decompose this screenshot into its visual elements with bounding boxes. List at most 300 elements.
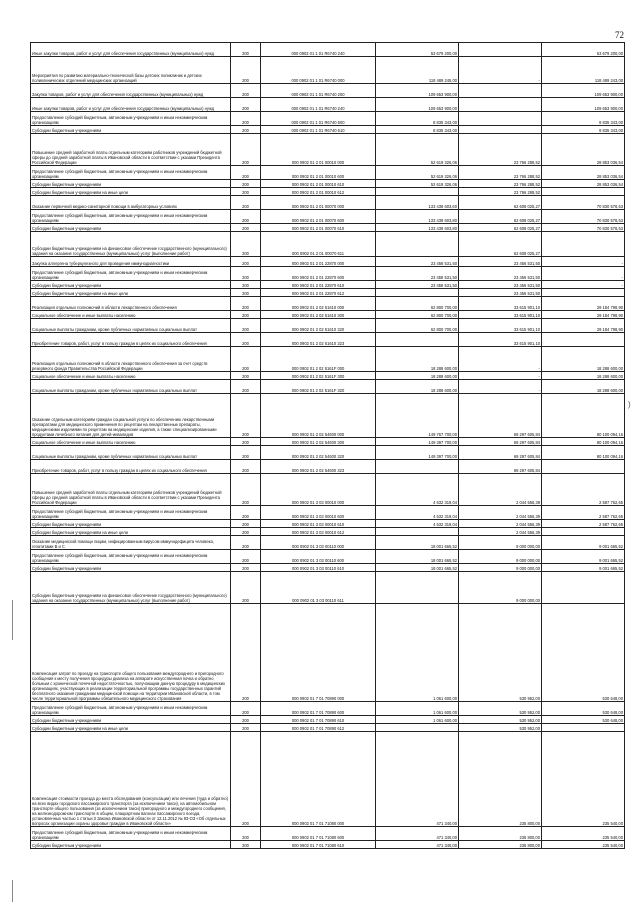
row-approved-amount: 1 061 600,00 [376, 702, 459, 716]
row-approved-amount: 109 653 900,00 [376, 84, 459, 98]
row-executed-amount: 2 044 556,39 [459, 528, 542, 536]
row-executed-amount: 62 608 025,27 [459, 196, 542, 210]
row-approved-amount: 109 653 900,00 [376, 98, 459, 112]
row-remaining-amount: 70 830 578,53 [542, 210, 625, 224]
row-description: Оказание отдельным категориям граждан социальной услуги по обеспечению лекарственными препаратами для медицинского применения по рецептам на лекарственные препараты, медицинскими изделиями по рецептам на медицинские изделия, а также специализированными продуктами лечебного питания для детей-инвалидов [31, 394, 231, 438]
row-executed-amount [459, 43, 542, 57]
row-budget-code: 000 0902 01 3 03 00010 600 [261, 506, 376, 520]
row-executed-amount: 235 800,00 [459, 732, 542, 827]
row-approved-amount: 18 001 665,52 [376, 536, 459, 550]
row-approved-amount: 53 679 200,00 [376, 43, 459, 57]
row-description: Предоставление субсидий бюджетным, автономным учреждениям и иным некоммерческим организациям [31, 166, 231, 180]
row-line-code: 200 [231, 126, 261, 134]
scan-margin-line [12, 600, 13, 640]
row-line-code: 200 [231, 297, 261, 311]
row-remaining-amount: 29 184 798,90 [542, 297, 625, 311]
budget-execution-table [30, 42, 625, 849]
row-executed-amount: 23 456 531,50 [459, 289, 542, 297]
table-row [31, 188, 625, 196]
table-row [31, 372, 625, 380]
row-remaining-amount: 70 830 578,53 [542, 196, 625, 210]
table-row [31, 716, 625, 724]
row-line-code: 200 [231, 196, 261, 210]
table-row [31, 474, 625, 506]
row-executed-amount: - [459, 347, 542, 372]
row-remaining-amount [542, 572, 625, 604]
table-row [31, 528, 625, 536]
row-approved-amount: 18 288 600,00 [376, 372, 459, 380]
row-description: Субсидии бюджетным учреждениям [31, 564, 231, 572]
table-row [31, 166, 625, 180]
row-description: Приобретение товаров, работ, услуг в пользу граждан в целях их социального обеспечения [31, 333, 231, 347]
row-remaining-amount: 235 540,00 [542, 827, 625, 841]
row-approved-amount: 149 397 700,00 [376, 438, 459, 446]
row-approved-amount [376, 188, 459, 196]
table-row [31, 827, 625, 841]
table-row [31, 134, 625, 166]
row-approved-amount: 18 288 600,00 [376, 380, 459, 394]
row-description: Социальные выплаты гражданам, кроме публичных нормативных социальных выплат [31, 380, 231, 394]
row-remaining-amount [542, 333, 625, 347]
row-description: Мероприятия по развитию материально-технической базы детских поликлиник и детских поликлинических отделений медицинских организаций [31, 57, 231, 84]
row-executed-amount: 530 952,00 [459, 716, 542, 724]
row-approved-amount: 23 458 531,50 [376, 281, 459, 289]
table-row [31, 732, 625, 827]
table-row [31, 702, 625, 716]
row-description: Предоставление субсидий бюджетным, автономным учреждениям и иным некоммерческим организациям [31, 267, 231, 281]
row-remaining-amount [542, 232, 625, 257]
row-remaining-amount: 118 489 243,00 [542, 57, 625, 84]
row-approved-amount [376, 333, 459, 347]
row-remaining-amount: 28 853 036,54 [542, 180, 625, 188]
row-description: Иные закупки товаров, работ и услуг для обеспечения государственных (муниципальных) нужд [31, 98, 231, 112]
row-executed-amount [459, 112, 542, 126]
row-budget-code: 000 0902 01 2 01 00070 600 [261, 210, 376, 224]
row-executed-amount: 9 000 000,00 [459, 572, 542, 604]
row-approved-amount: 133 438 603,80 [376, 210, 459, 224]
row-executed-amount: 33 615 901,10 [459, 297, 542, 311]
row-budget-code: 000 0902 01 3 03 00110 610 [261, 564, 376, 572]
row-budget-code: 000 0902 01 2 02 5161F 300 [261, 372, 376, 380]
row-line-code: 200 [231, 446, 261, 460]
table-row [31, 394, 625, 438]
row-approved-amount: 62 800 700,00 [376, 319, 459, 333]
row-approved-amount [376, 528, 459, 536]
row-executed-amount: 23 456 531,50 [459, 267, 542, 281]
row-approved-amount: 52 619 326,06 [376, 134, 459, 166]
row-remaining-amount: 70 830 578,53 [542, 224, 625, 232]
row-line-code: 200 [231, 232, 261, 257]
row-executed-amount: 530 952,00 [459, 604, 542, 702]
row-description: Оказание медицинской помощи лицам, инфицированным вирусом иммунодефицита человека, гепатитами В и С [31, 536, 231, 550]
row-remaining-amount: 18 288 600,00 [542, 380, 625, 394]
table-row [31, 460, 625, 474]
row-remaining-amount: - [542, 281, 625, 289]
row-description: Повышение средней заработной платы отдельным категориям работников учреждений бюджетной сферы до средней заработной платы в Ивановской области в соответствии с указами Президента Российской Федерации [31, 474, 231, 506]
row-approved-amount: 62 800 700,00 [376, 297, 459, 311]
row-remaining-amount [542, 188, 625, 196]
row-executed-amount: 69 297 605,84 [459, 438, 542, 446]
row-budget-code: 000 0902 01 2 01 22870 000 [261, 257, 376, 267]
row-remaining-amount: 53 679 200,00 [542, 43, 625, 57]
row-budget-code: 000 0902 01 7 01 70890 000 [261, 604, 376, 702]
row-description: Компенсация стоимости проезда до места обследования (консультации) или лечения (туда и обратно) на всех видах городского пассажирского транспорта (за исключением такси), на автомобильном транспорте общего пользования (за исключением такси) пригородного и междугороднего сообщения, на железнодорожном транспорте в общем, плацкартном вагонах пассажирского поезда, установленных частью 1 статьи 3 Закона Ивановской области от 12.11.2012 № 93-ОЗ «Об отдельных вопросах организации охраны здоровья граждан в Ивановской области» [31, 732, 231, 827]
row-executed-amount: - [459, 57, 542, 84]
row-line-code: 200 [231, 380, 261, 394]
row-line-code: 200 [231, 604, 261, 702]
row-executed-amount [459, 98, 542, 112]
row-approved-amount: 62 800 700,00 [376, 311, 459, 319]
row-line-code: 200 [231, 43, 261, 57]
table-row [31, 257, 625, 267]
row-line-code: 200 [231, 564, 261, 572]
row-line-code: 200 [231, 319, 261, 333]
row-executed-amount: 23 766 288,52 [459, 188, 542, 196]
row-remaining-amount: 28 853 036,54 [542, 134, 625, 166]
row-remaining-amount: 235 540,00 [542, 732, 625, 827]
row-executed-amount: - [459, 380, 542, 394]
row-budget-code: 000 0902 01 7 01 70890 612 [261, 724, 376, 732]
row-approved-amount: 1 061 600,00 [376, 716, 459, 724]
row-line-code: 200 [231, 716, 261, 724]
row-description: Повышение средней заработной платы отдельным категориям работников учреждений бюджетной сферы до средней заработной платы в Ивановской области в соответствии с указами Президента Российской Федерации [31, 134, 231, 166]
table-row [31, 98, 625, 112]
row-budget-code: 000 0902 01 7 01 71080 600 [261, 827, 376, 841]
row-approved-amount: 149 767 700,00 [376, 394, 459, 438]
row-line-code: 200 [231, 57, 261, 84]
table-row [31, 289, 625, 297]
row-budget-code: 000 0902 01 7 01 70890 610 [261, 716, 376, 724]
row-remaining-amount: 9 001 665,52 [542, 536, 625, 550]
row-line-code: 200 [231, 112, 261, 126]
table-row [31, 210, 625, 224]
row-line-code: 200 [231, 188, 261, 196]
row-remaining-amount [542, 460, 625, 474]
row-budget-code: 000 0902 01 3 03 00110 611 [261, 572, 376, 604]
table-row [31, 112, 625, 126]
row-description: Субсидии бюджетным учреждениям на финансовое обеспечение государственного (муниципального) задания на оказание государственных (муниципальных) услуг (выполнение работ) [31, 232, 231, 257]
row-executed-amount [459, 84, 542, 98]
row-budget-code: 000 0902 01 3 03 00010 000 [261, 474, 376, 506]
table-row [31, 311, 625, 319]
row-budget-code: 000 0902 01 1 01 R6740 000 [261, 57, 376, 84]
row-line-code: 200 [231, 84, 261, 98]
row-description: Субсидии бюджетным учреждениям [31, 281, 231, 289]
table-row [31, 604, 625, 702]
row-executed-amount: 235 800,00 [459, 841, 542, 849]
row-approved-amount: 118 489 245,00 [376, 57, 459, 84]
row-budget-code: 000 0902 01 2 02 51610 300 [261, 311, 376, 319]
row-remaining-amount: 80 100 094,16 [542, 446, 625, 460]
row-description: Компенсация затрат по проезду на транспорте общего пользования междугороднего и пригородного сообщения к месту получения процедуры диализа на аппарате искусственная почка и обратно больным с хронической почечной недостаточностью, получающим данную процедуру в медицинских организациях, участвующих в реализации территориальной программы государственных гарантий бесплатного оказания гражданам медицинской помощи на территории Ивановской области, в том числе территориальной программы обязательного медицинского страхования [31, 604, 231, 702]
row-executed-amount: 23 456 531,50 [459, 281, 542, 289]
table-row [31, 438, 625, 446]
row-executed-amount: 23 456 531,50 [459, 257, 542, 267]
row-budget-code: 000 0902 01 2 01 00070 611 [261, 232, 376, 257]
row-budget-code: 000 0902 01 7 01 71080 000 [261, 732, 376, 827]
row-line-code: 200 [231, 536, 261, 550]
row-line-code: 200 [231, 394, 261, 438]
row-budget-code: 000 0902 01 2 02 51610 000 [261, 297, 376, 311]
row-approved-amount: 4 632 319,04 [376, 506, 459, 520]
table-row [31, 232, 625, 257]
row-description: Субсидии бюджетным учреждениям [31, 126, 231, 134]
row-approved-amount: 471 340,00 [376, 827, 459, 841]
row-executed-amount: 33 615 901,10 [459, 319, 542, 333]
row-description: Социальное обеспечение и иные выплаты населению [31, 311, 231, 319]
row-line-code: 200 [231, 827, 261, 841]
row-approved-amount: 8 835 343,00 [376, 112, 459, 126]
row-approved-amount: 52 619 326,06 [376, 166, 459, 180]
row-description: Предоставление субсидий бюджетным, автономным учреждениям и иным некоммерческим организациям [31, 210, 231, 224]
row-remaining-amount: 29 184 798,90 [542, 311, 625, 319]
row-budget-code: 000 0902 01 1 01 R6740 240 [261, 98, 376, 112]
row-approved-amount: 133 438 603,80 [376, 224, 459, 232]
row-line-code: 200 [231, 166, 261, 180]
row-budget-code: 000 0902 01 2 02 5161F 000 [261, 347, 376, 372]
row-budget-code: 000 0902 01 2 01 22870 610 [261, 281, 376, 289]
table-row [31, 57, 625, 84]
row-line-code: 200 [231, 210, 261, 224]
table-row [31, 297, 625, 311]
row-remaining-amount: 8 835 343,00 [542, 126, 625, 134]
row-description: Субсидии бюджетным учреждениям [31, 180, 231, 188]
row-remaining-amount: 29 184 798,90 [542, 319, 625, 333]
row-line-code: 200 [231, 474, 261, 506]
table-row [31, 550, 625, 564]
row-remaining-amount: 80 100 094,16 [542, 438, 625, 446]
row-budget-code: 000 0902 01 1 01 R6740 240 [261, 43, 376, 57]
row-budget-code: 000 0902 01 2 01 00010 600 [261, 166, 376, 180]
row-line-code: 200 [231, 224, 261, 232]
row-description: Приобретение товаров, работ, услуг в пользу граждан в целях их социального обеспечения [31, 460, 231, 474]
row-approved-amount: 18 001 665,52 [376, 550, 459, 564]
row-remaining-amount: 109 653 900,00 [542, 84, 625, 98]
row-description: Оказание первичной медико-санитарной помощи в амбулаторных условиях [31, 196, 231, 210]
row-description: Субсидии бюджетным учреждениям на финансовое обеспечение государственного (муниципального) задания на оказание государственных (муниципальных) услуг (выполнение работ) [31, 572, 231, 604]
row-line-code: 200 [231, 257, 261, 267]
row-approved-amount: 4 632 319,04 [376, 520, 459, 528]
row-executed-amount: 530 952,00 [459, 702, 542, 716]
row-executed-amount: 62 608 025,27 [459, 210, 542, 224]
row-line-code: 200 [231, 732, 261, 827]
row-approved-amount: 4 632 319,04 [376, 474, 459, 506]
row-approved-amount: 471 340,00 [376, 732, 459, 827]
row-budget-code: 000 0902 01 7 01 71080 610 [261, 841, 376, 849]
row-budget-code: 000 0902 01 7 01 70890 600 [261, 702, 376, 716]
row-description: Предоставление субсидий бюджетным, автономным учреждениям и иным некоммерческим организациям [31, 112, 231, 126]
row-budget-code: 000 0902 01 2 01 22870 600 [261, 267, 376, 281]
row-remaining-amount: - [542, 267, 625, 281]
table-row [31, 267, 625, 281]
row-line-code: 200 [231, 347, 261, 372]
row-line-code: 200 [231, 460, 261, 474]
row-description: Субсидии бюджетным учреждениям на иные цели [31, 724, 231, 732]
row-budget-code: 000 0902 01 2 01 22870 612 [261, 289, 376, 297]
row-budget-code: 000 0902 01 2 01 00070 610 [261, 224, 376, 232]
table-row [31, 506, 625, 520]
row-approved-amount [376, 460, 459, 474]
table-row [31, 380, 625, 394]
row-description: Субсидии бюджетным учреждениям на иные цели [31, 188, 231, 196]
table-row [31, 446, 625, 460]
row-approved-amount: 133 438 603,60 [376, 196, 459, 210]
row-budget-code: 000 0902 01 1 01 R6740 600 [261, 112, 376, 126]
row-description: Субсидии бюджетным учреждениям [31, 224, 231, 232]
row-executed-amount: 33 615 901,10 [459, 333, 542, 347]
row-description: Субсидии бюджетным учреждениям [31, 841, 231, 849]
row-executed-amount: 9 000 000,00 [459, 536, 542, 550]
scan-artifact: ) [628, 400, 631, 409]
row-approved-amount [376, 289, 459, 297]
row-line-code: 200 [231, 134, 261, 166]
table-row [31, 43, 625, 57]
row-budget-code: 000 0902 01 2 01 00070 000 [261, 196, 376, 210]
row-remaining-amount: 2 587 762,65 [542, 520, 625, 528]
row-description: Предоставление субсидий бюджетным, автономным учреждениям и иным некоммерческим организациям [31, 702, 231, 716]
row-budget-code: 000 0902 01 3 03 00010 612 [261, 528, 376, 536]
row-remaining-amount: 80 100 094,16 [542, 394, 625, 438]
row-executed-amount: 23 766 288,52 [459, 180, 542, 188]
row-executed-amount: 9 000 000,00 [459, 550, 542, 564]
row-line-code: 200 [231, 528, 261, 536]
row-approved-amount: 23 458 531,50 [376, 257, 459, 267]
row-budget-code: 000 0902 01 2 02 5161F 320 [261, 380, 376, 394]
row-remaining-amount: 9 001 665,52 [542, 564, 625, 572]
row-budget-code: 000 0902 01 2 01 00010 610 [261, 180, 376, 188]
row-remaining-amount [542, 289, 625, 297]
row-remaining-amount: 18 288 600,00 [542, 372, 625, 380]
row-executed-amount: 2 044 556,39 [459, 520, 542, 528]
row-description: Закупка аллергена туберкулезного для проведения иммунодиагностики [31, 257, 231, 267]
row-description: Социальное обеспечение и иные выплаты населению [31, 438, 231, 446]
row-approved-amount: 23 458 531,50 [376, 267, 459, 281]
row-remaining-amount: 530 648,00 [542, 702, 625, 716]
table-row [31, 180, 625, 188]
row-description: Субсидии бюджетным учреждениям [31, 520, 231, 528]
row-line-code: 200 [231, 438, 261, 446]
row-line-code: 200 [231, 98, 261, 112]
table-row [31, 841, 625, 849]
row-line-code: 200 [231, 520, 261, 528]
page-number: 72 [615, 30, 624, 40]
row-executed-amount: 2 044 556,39 [459, 474, 542, 506]
row-budget-code: 000 0902 01 1 01 R6740 200 [261, 84, 376, 98]
row-budget-code: 000 0902 01 2 02 54600 300 [261, 438, 376, 446]
row-line-code: 200 [231, 702, 261, 716]
row-approved-amount: 18 001 665,52 [376, 564, 459, 572]
row-approved-amount: 149 397 700,00 [376, 446, 459, 460]
row-budget-code: 000 0902 01 3 03 00110 000 [261, 536, 376, 550]
table-row [31, 536, 625, 550]
row-executed-amount: 69 297 605,84 [459, 446, 542, 460]
row-remaining-amount: 530 648,00 [542, 604, 625, 702]
table-row [31, 347, 625, 372]
table-row [31, 564, 625, 572]
row-executed-amount: 23 766 288,52 [459, 134, 542, 166]
row-approved-amount: 471 340,00 [376, 841, 459, 849]
row-budget-code: 000 0902 01 2 02 51610 323 [261, 333, 376, 347]
row-remaining-amount: 8 835 343,00 [542, 112, 625, 126]
row-executed-amount: 62 608 025,27 [459, 232, 542, 257]
row-line-code: 200 [231, 267, 261, 281]
row-budget-code: 000 0902 01 2 02 54600 323 [261, 460, 376, 474]
row-description: Субсидии бюджетным учреждениям на иные цели [31, 289, 231, 297]
row-executed-amount: 235 800,00 [459, 827, 542, 841]
row-description: Субсидии бюджетным учреждениям на иные цели [31, 528, 231, 536]
row-executed-amount: 69 297 605,84 [459, 460, 542, 474]
row-approved-amount: 1 061 600,00 [376, 604, 459, 702]
row-description: Предоставление субсидий бюджетным, автономным учреждениям и иным некоммерческим организациям [31, 506, 231, 520]
row-approved-amount [376, 572, 459, 604]
scan-margin-line [12, 880, 13, 902]
row-remaining-amount: 2 587 762,65 [542, 506, 625, 520]
row-remaining-amount [542, 528, 625, 536]
row-approved-amount [376, 232, 459, 257]
row-remaining-amount [542, 724, 625, 732]
table-row [31, 572, 625, 604]
row-executed-amount: 33 615 901,10 [459, 311, 542, 319]
row-line-code: 200 [231, 311, 261, 319]
row-budget-code: 000 0902 01 2 02 54600 000 [261, 394, 376, 438]
row-remaining-amount: 235 540,00 [542, 841, 625, 849]
row-budget-code: 000 0902 01 3 03 00110 600 [261, 550, 376, 564]
row-executed-amount: 2 044 556,39 [459, 506, 542, 520]
row-line-code: 200 [231, 289, 261, 297]
row-budget-code: 000 0902 01 3 03 00010 610 [261, 520, 376, 528]
row-description: Субсидии бюджетным учреждениям [31, 716, 231, 724]
row-executed-amount: 23 766 288,52 [459, 166, 542, 180]
table-row [31, 196, 625, 210]
row-description: Реализация отдельных полномочий в области лекарственного обеспечения [31, 297, 231, 311]
row-description: Предоставление субсидий бюджетным, автономным учреждениям и иным некоммерческим организациям [31, 827, 231, 841]
row-description: Социальные выплаты гражданам, кроме публичных нормативных социальных выплат [31, 446, 231, 460]
row-approved-amount: 18 288 600,00 [376, 347, 459, 372]
row-line-code: 200 [231, 333, 261, 347]
row-line-code: 200 [231, 281, 261, 289]
row-remaining-amount: 28 853 036,54 [542, 166, 625, 180]
row-budget-code: 000 0902 01 2 02 51610 320 [261, 319, 376, 333]
row-remaining-amount: 530 648,00 [542, 716, 625, 724]
row-approved-amount: 52 619 326,06 [376, 180, 459, 188]
row-approved-amount [376, 724, 459, 732]
table-row [31, 520, 625, 528]
row-remaining-amount: 2 587 762,65 [542, 474, 625, 506]
table-row [31, 126, 625, 134]
row-line-code: 200 [231, 372, 261, 380]
row-description: Предоставление субсидий бюджетным, автономным учреждениям и иным некоммерческим организациям [31, 550, 231, 564]
row-line-code: 200 [231, 724, 261, 732]
row-budget-code: 000 0902 01 2 01 00010 612 [261, 188, 376, 196]
row-budget-code: 000 0902 01 1 01 R6740 610 [261, 126, 376, 134]
row-budget-code: 000 0902 01 2 01 00010 000 [261, 134, 376, 166]
table-row [31, 224, 625, 232]
row-line-code: 200 [231, 841, 261, 849]
row-executed-amount [459, 126, 542, 134]
row-description: Реализация отдельных полномочий в области лекарственного обеспечения за счет средств резервного фонда Правительства Российской Федерации [31, 347, 231, 372]
table-row [31, 333, 625, 347]
row-remaining-amount: - [542, 257, 625, 267]
row-executed-amount: 62 608 025,27 [459, 224, 542, 232]
row-executed-amount: 530 952,00 [459, 724, 542, 732]
row-approved-amount: 8 835 343,00 [376, 126, 459, 134]
row-line-code: 200 [231, 572, 261, 604]
row-budget-code: 000 0902 01 2 02 54600 320 [261, 446, 376, 460]
row-executed-amount: - [459, 372, 542, 380]
row-description: Закупка товаров, работ и услуг для обеспечения государственных (муниципальных) нужд [31, 84, 231, 98]
table-row [31, 319, 625, 333]
row-description: Социальное обеспечение и иные выплаты населению [31, 372, 231, 380]
